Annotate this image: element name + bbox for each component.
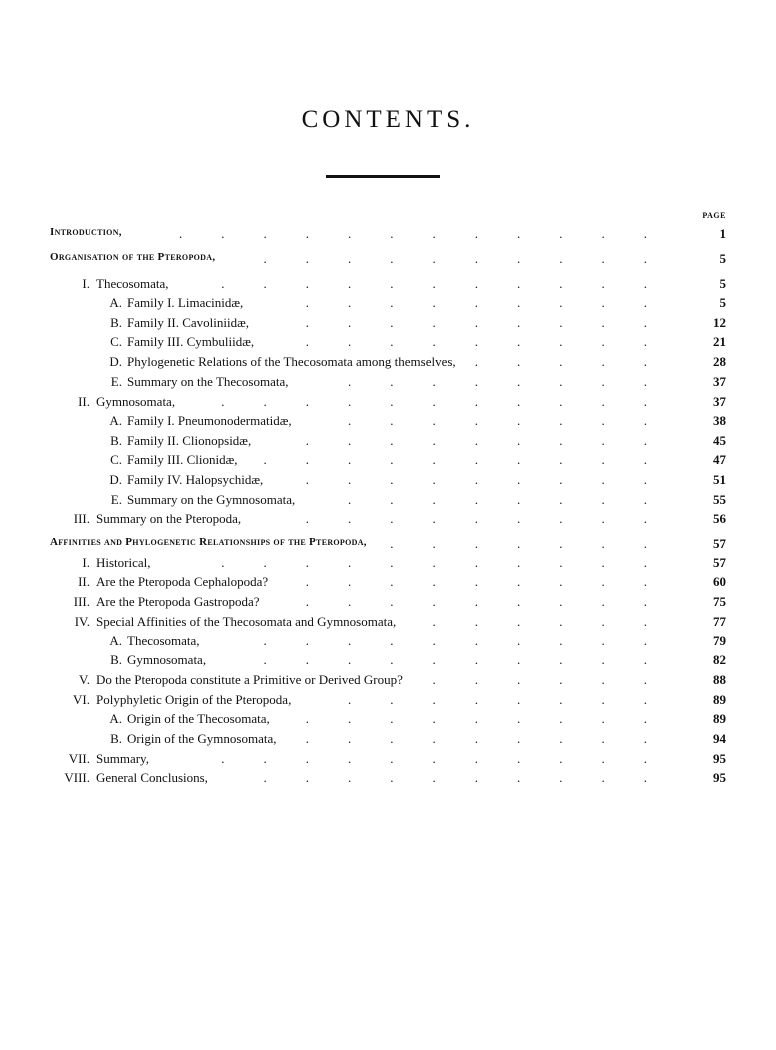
toc-entry-numeral: B.: [110, 652, 122, 667]
toc-entry-numeral: B.: [110, 433, 122, 448]
toc-entry: [0, 511, 776, 531]
toc-entry-title: Organisation of the Pteropoda,: [50, 251, 216, 263]
toc-entry: [0, 492, 776, 512]
toc-entry: [0, 652, 776, 672]
toc-entry-numeral: II.: [78, 394, 90, 409]
dot-leader: . . . . . . . .: [348, 374, 686, 389]
toc-entry-numeral: B.: [110, 315, 122, 330]
toc-entry-page-number: 82: [713, 652, 726, 667]
toc-entry-title: Special Affinities of the Thecosomata and Gymnosomata,: [96, 614, 397, 629]
dot-leader: . . . . . . . . .: [305, 472, 686, 487]
toc-entry-numeral: A.: [109, 413, 122, 428]
toc-entry-numeral: C.: [110, 334, 122, 349]
toc-entry-numeral: A.: [109, 295, 122, 310]
dot-leader: . . . . . . . . .: [305, 433, 686, 448]
toc-entry: [0, 433, 776, 453]
toc-entry-page-number: 28: [713, 354, 726, 369]
toc-entry-numeral: A.: [109, 711, 122, 726]
toc-entry: [0, 374, 776, 394]
toc-entry-title: Origin of the Gymnosomata,: [127, 731, 277, 746]
toc-entry: [0, 452, 776, 472]
toc-entry-title: Summary,: [96, 751, 149, 766]
toc-entry-numeral: D.: [109, 472, 122, 487]
toc-entry-numeral: E.: [110, 492, 122, 507]
title-rule: [326, 175, 440, 178]
toc-entry: [0, 633, 776, 653]
toc-entry: [0, 692, 776, 712]
toc-entry: [0, 394, 776, 414]
toc-entry-page-number: 89: [713, 711, 726, 726]
toc-entry-numeral: C.: [110, 452, 122, 467]
toc-entry: [0, 711, 776, 731]
toc-entry-title: Family IV. Halopsychidæ,: [127, 472, 264, 487]
dot-leader: . . . . . . . . . . .: [221, 276, 686, 291]
toc-entry-page-number: 95: [713, 770, 726, 785]
toc-entry: [0, 574, 776, 594]
toc-entry-page-number: 57: [713, 536, 726, 551]
toc-entry: [0, 276, 776, 296]
toc-entry-numeral: VII.: [68, 751, 90, 766]
dot-leader: . . . . . . . . .: [305, 511, 686, 526]
dot-leader: . . . . .: [474, 354, 686, 369]
toc-entry: [0, 731, 776, 751]
toc-entry-page-number: 57: [713, 555, 726, 570]
toc-entry: [0, 472, 776, 492]
toc-entry-numeral: IV.: [74, 614, 90, 629]
toc-entry: [0, 251, 776, 271]
toc-entry: [0, 536, 776, 556]
toc-entry-numeral: I.: [82, 276, 90, 291]
toc-entry-page-number: 95: [713, 751, 726, 766]
toc-entry: [0, 751, 776, 771]
toc-entry-page-number: 77: [713, 614, 726, 629]
toc-entry-page-number: 94: [713, 731, 726, 746]
dot-leader: . . . . . . . . . .: [263, 452, 686, 467]
toc-entry-page-number: 45: [713, 433, 726, 448]
dot-leader: . . . . . . . . .: [305, 334, 686, 349]
toc-entry-page-number: 79: [713, 633, 726, 648]
dot-leader: . . . . . . . . .: [305, 731, 686, 746]
dot-leader: . . . . . . . . . . .: [221, 555, 686, 570]
toc-entry-page-number: 60: [713, 574, 726, 589]
toc-entry-title: Family II. Clionopsidæ,: [127, 433, 252, 448]
toc-entry-numeral: B.: [110, 731, 122, 746]
dot-leader: . . . . . .: [432, 614, 686, 629]
toc-entry-page-number: 89: [713, 692, 726, 707]
toc-entry-title: Are the Pteropoda Cephalopoda?: [96, 574, 269, 589]
toc-entry-title: Gymnosomata,: [96, 394, 176, 409]
toc-entry-numeral: III.: [73, 511, 90, 526]
toc-entry-numeral: V.: [79, 672, 90, 687]
toc-entry-title: Thecosomata,: [127, 633, 200, 648]
toc-entry-title: Do the Pteropoda constitute a Primitive or Derived Group?: [96, 672, 403, 687]
toc-entry-page-number: 38: [713, 413, 726, 428]
dot-leader: . . . . . . . .: [348, 692, 686, 707]
toc-entry-page-number: 88: [713, 672, 726, 687]
toc-entry: [0, 295, 776, 315]
toc-entry-numeral: E.: [110, 374, 122, 389]
toc-entry: [0, 315, 776, 335]
toc-entry-page-number: 5: [719, 295, 726, 310]
toc-entry: [0, 555, 776, 575]
toc-entry-title: Origin of the Thecosomata,: [127, 711, 270, 726]
toc-entry-page-number: 37: [713, 374, 726, 389]
toc-entry-page-number: 51: [713, 472, 726, 487]
toc-entry-title: Polyphyletic Origin of the Pteropoda,: [96, 692, 292, 707]
toc-entry: [0, 770, 776, 790]
dot-leader: . . . . . . . . .: [305, 315, 686, 330]
toc-entry-numeral: II.: [78, 574, 90, 589]
toc-entry-page-number: 47: [713, 452, 726, 467]
dot-leader: . . . . . . . . .: [305, 594, 686, 609]
toc-entry-title: Family III. Clionidæ,: [127, 452, 238, 467]
toc-entry: [0, 226, 776, 246]
dot-leader: . . . . . . . . . .: [263, 251, 686, 266]
toc-entry-title: Family I. Limacinidæ,: [127, 295, 244, 310]
toc-entry-page-number: 12: [713, 315, 726, 330]
toc-entry-page-number: 5: [719, 276, 726, 291]
toc-entry-numeral: A.: [109, 633, 122, 648]
toc-entry-title: General Conclusions,: [96, 770, 208, 785]
toc-entry: [0, 334, 776, 354]
toc-entry-page-number: 37: [713, 394, 726, 409]
toc-entry-numeral: VIII.: [64, 770, 90, 785]
toc-entry: [0, 413, 776, 433]
toc-entry-title: Family II. Cavoliniidæ,: [127, 315, 250, 330]
toc-entry: [0, 672, 776, 692]
page-column-heading: PAGE: [702, 211, 726, 220]
dot-leader: . . . . . .: [432, 672, 686, 687]
page-title: CONTENTS.: [301, 106, 475, 133]
toc-entry-page-number: 56: [713, 511, 726, 526]
toc-entry-numeral: VI.: [73, 692, 90, 707]
toc-entry: [0, 354, 776, 374]
toc-entry-numeral: III.: [73, 594, 90, 609]
toc-entry-title: Summary on the Thecosomata,: [127, 374, 289, 389]
toc-entry: [0, 614, 776, 634]
dot-leader: . . . . . . . .: [348, 492, 686, 507]
toc-entry-numeral: I.: [82, 555, 90, 570]
toc-entry-title: Phylogenetic Relations of the Thecosomata among themselves,: [127, 354, 456, 369]
toc-entry-page-number: 55: [713, 492, 726, 507]
toc-entry-title: Historical,: [96, 555, 151, 570]
toc-entry-page-number: 21: [713, 334, 726, 349]
toc-entry-title: Thecosomata,: [96, 276, 169, 291]
toc-entry-page-number: 75: [713, 594, 726, 609]
toc-entry-page-number: 5: [719, 251, 726, 266]
toc-entry-title: Introduction,: [50, 226, 122, 238]
toc-entry-numeral: D.: [109, 354, 122, 369]
toc-entry-title: Family III. Cymbuliidæ,: [127, 334, 255, 349]
toc-entry-title: Are the Pteropoda Gastropoda?: [96, 594, 260, 609]
dot-leader: . . . . . . . .: [348, 413, 686, 428]
toc-entry: [0, 594, 776, 614]
toc-entry-title: Family I. Pneumonodermatidæ,: [127, 413, 292, 428]
dot-leader: . . . . . . . . . . .: [221, 751, 686, 766]
dot-leader: . . . . . . . . . . . .: [179, 226, 686, 241]
dot-leader: . . . . . . . . . .: [263, 652, 686, 667]
toc-entry-title: Summary on the Pteropoda,: [96, 511, 242, 526]
dot-leader: . . . . . . . . . .: [263, 633, 686, 648]
dot-leader: . . . . . . . . . .: [263, 770, 686, 785]
toc-entry-title: Affinities and Phylogenetic Relationships of the Pteropoda,: [50, 536, 367, 548]
dot-leader: . . . . . . . . .: [305, 711, 686, 726]
toc-entry-title: Gymnosomata,: [127, 652, 207, 667]
dot-leader: . . . . . . .: [390, 536, 686, 551]
toc-entry-page-number: 1: [719, 226, 726, 241]
dot-leader: . . . . . . . . .: [305, 574, 686, 589]
toc-entry-title: Summary on the Gymnosomata,: [127, 492, 296, 507]
dot-leader: . . . . . . . . . . .: [221, 394, 686, 409]
dot-leader: . . . . . . . . .: [305, 295, 686, 310]
